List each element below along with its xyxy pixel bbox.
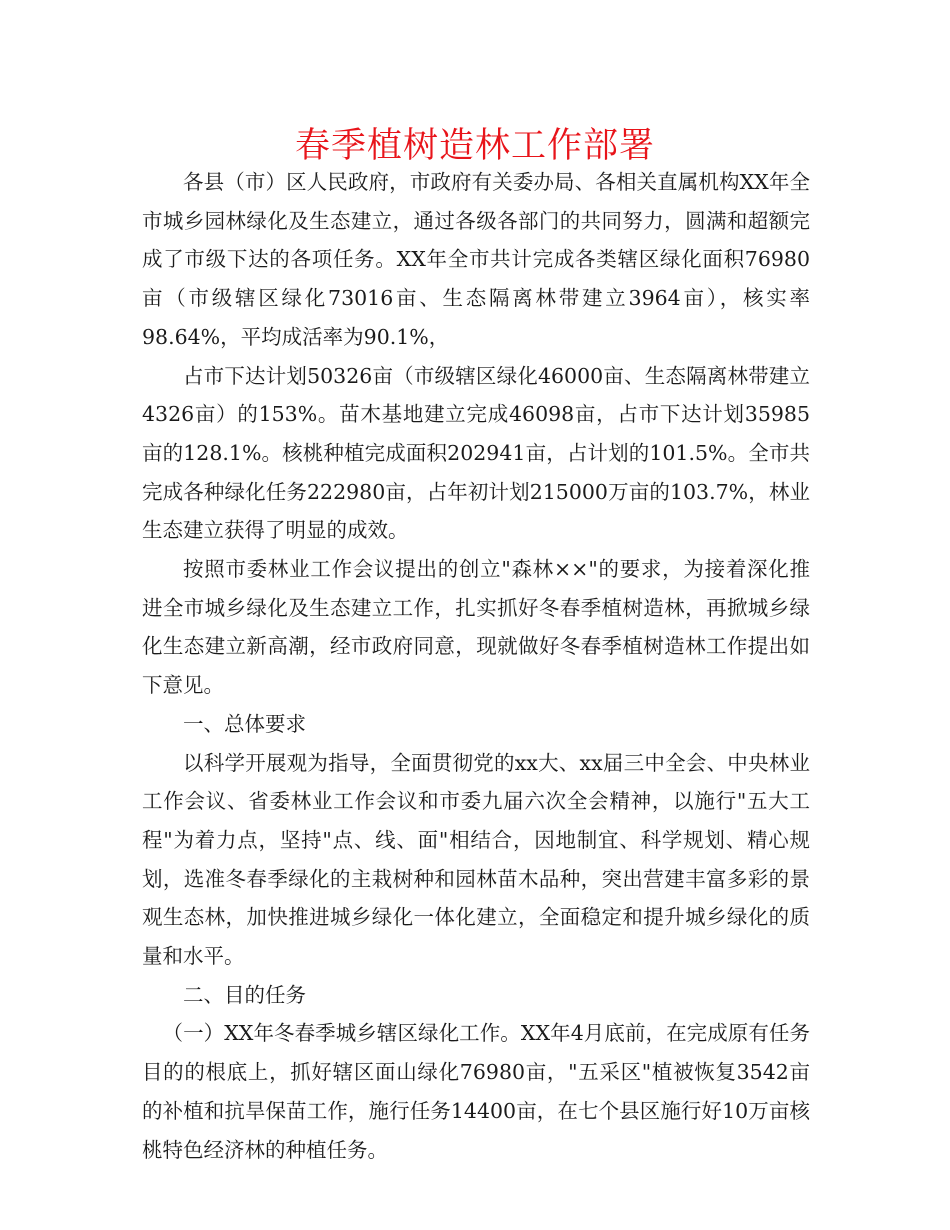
document-title: 春季植树造林工作部署 [294, 126, 655, 166]
paragraph-opinion: 按照市委林业工作会议提出的创立"森林××"的要求，为接着深化推进全市城乡绿化及生态建立工作，扎实抓好冬春季植树造林，再掀城乡绿化生态建立新高潮，经市政府同意，现就做好冬春季植树造林工作提出如下意见。 [142, 557, 810, 698]
document-body [142, 163, 810, 1169]
paragraph-general-requirements: 以科学开展观为指导，全面贯彻党的xx大、xx届三中全会、中央林业工作会议、省委林业工作会议和市委九届六次全会精神，以施行"五大工程"为着力点，坚持"点、线、面"相结合，因地制宜、科学规划、精心规划，选准冬春季绿化的主栽树种和园林苗木品种，突出营建丰富多彩的景观生态林，加快推进城乡绿化一体化建立，全面稳定和提升城乡绿化的质量和水平。 [142, 750, 810, 969]
section-heading-targets: 二、目的任务 [183, 982, 306, 1007]
section-heading-general-requirements: 一、总体要求 [183, 711, 306, 736]
paragraph-intro: 各县（市）区人民政府，市政府有关委办局、各相关直属机构XX年全市城乡园林绿化及生态建立，通过各级各部门的共同努力，圆满和超额完成了市级下达的各项任务。XX年全市共计完成各类辖区绿化面积76980亩（市级辖区绿化73016亩、生态隔离林带建立3964亩），核实率98.64%，平均成活率为90.1%， [142, 170, 810, 349]
paragraph-target-item-1: （一）XX年冬春季城乡辖区绿化工作。XX年4月底前，在完成原有任务目的的根底上，抓好辖区面山绿化76980亩，"五采区"植被恢复3542亩的补植和抗旱保苗工作，施行任务14400亩，在七个县区施行好10万亩核桃特色经济林的种植任务。 [142, 1021, 810, 1162]
paragraph-plan-results: 占市下达计划50326亩（市级辖区绿化46000亩、生态隔离林带建立4326亩）的153%。苗木基地建立完成46098亩，占市下达计划35985亩的128.1%。核桃种植完成面积202941亩，占计划的101.5%。全市共完成各种绿化任务222980亩，占年初计划215000万亩的103.7%，林业生态建立获得了明显的成效。 [142, 363, 810, 543]
